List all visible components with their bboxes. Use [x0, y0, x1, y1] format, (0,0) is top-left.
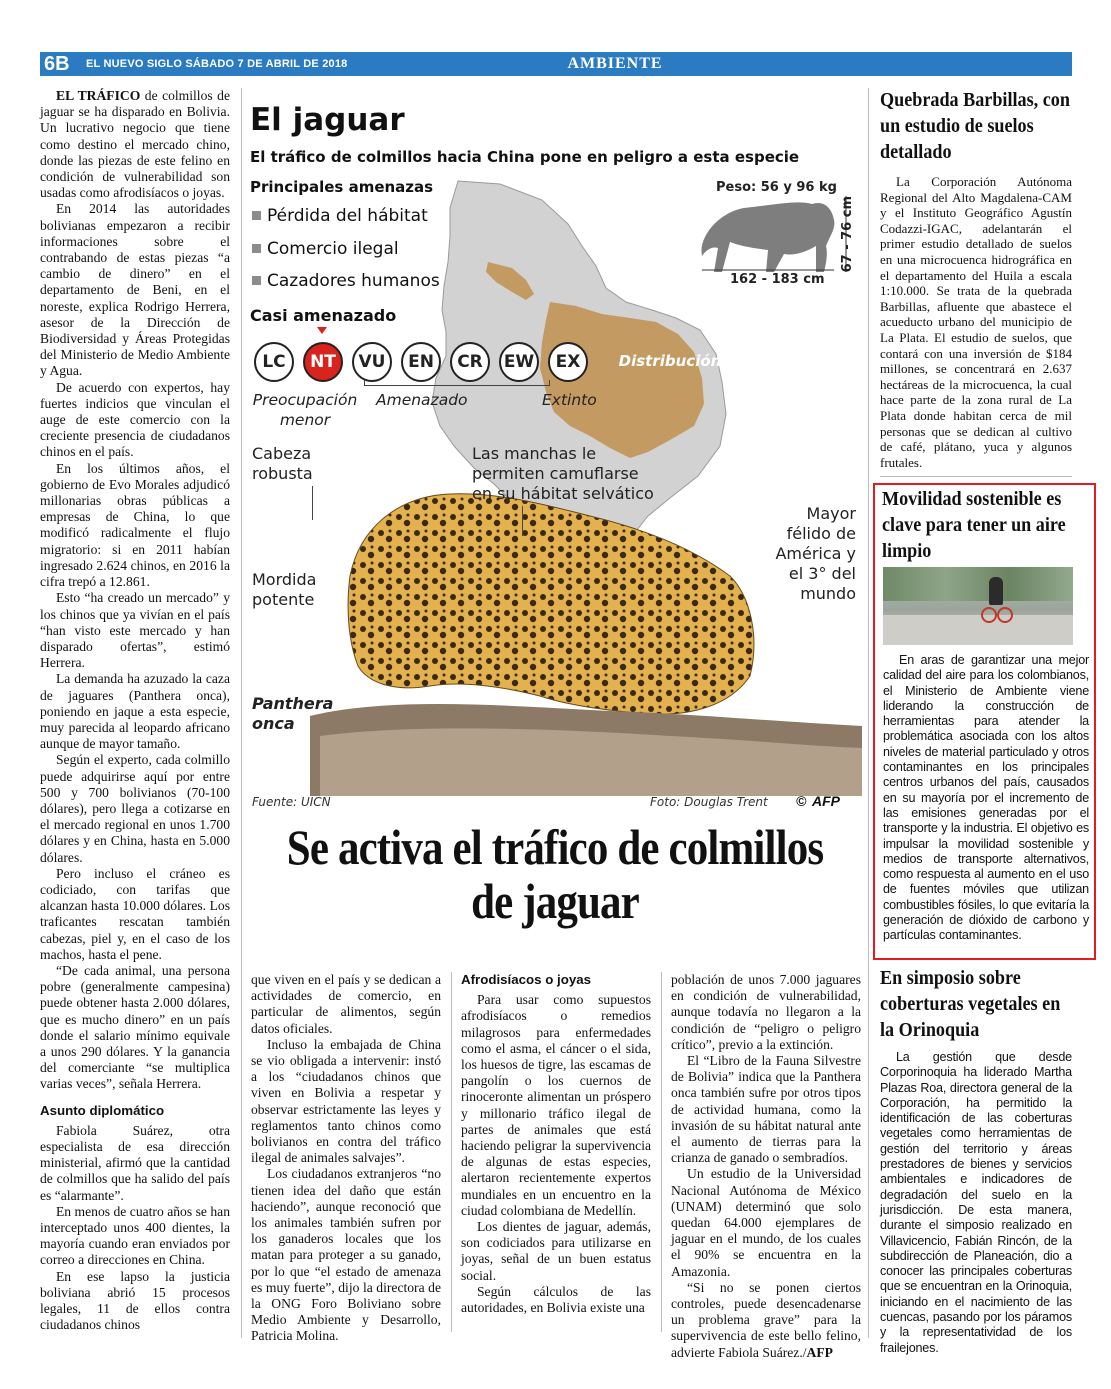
status-circle-cr: CR [450, 342, 490, 382]
label-felid: Mayor félido de América y el 3° del mundo [775, 504, 856, 603]
main-headline: Se activa el tráfico de colmillos de jaguar [286, 819, 824, 929]
status-pointer-icon [317, 327, 327, 334]
threat-label: Pérdida del hábitat [267, 206, 428, 226]
side-story-title: Movilidad sostenible es clave para tener un aire limpio [882, 489, 1066, 562]
article-column-2 [251, 972, 441, 1345]
photo-credit: Foto: Douglas Trent [650, 795, 768, 809]
side-story-title: En simposio sobre coberturas vegetales en la Orinoquia [880, 968, 1061, 1041]
length-label: 162 - 183 cm [730, 272, 825, 287]
cyclist-figure [989, 577, 1003, 605]
leader-line [522, 506, 523, 536]
article-paragraph: de colmillos de jaguar se ha disparado en Bolivia. Un lucrativo negocio que tiene como destino el mercado chino, donde las piezas de este felino en condición de vulnerabilidad son usadas como afrodisíacos o joyas. [40, 88, 230, 201]
section-divider [880, 476, 1072, 477]
threats-title: Principales amenazas [250, 178, 434, 196]
bullet-icon [252, 276, 261, 285]
source-credit: Fuente: UICN [252, 795, 331, 809]
article-paragraph: Los ciudadanos extranjeros “no tienen idea del daño que están haciendo”, aunque reconoció que los animales también sufren por los ganaderos locales que los matan para proteger a su ganado, por lo que “el estado de amenaza es muy fuerte”, dijo la directora de la ONG Foro Boliviano sobre Medio Ambiente y Desarrollo, Patricia Molina. [251, 1166, 441, 1344]
article-paragraph: En menos de cuatro años se han interceptado unos 400 dientes, la mayoría cuando eran enviados por correo a direcciones en China. [40, 1203, 230, 1268]
article-paragraph: El “Libro de la Fauna Silvestre de Bolivia” indica que la Panthera onca también sufre por otros tipos de actividad humana, como la invasión de su hábitat natural ante el aumento de tierras para la crianza de ganado o sembradíos. [671, 1053, 861, 1166]
threat-item [252, 271, 440, 291]
threat-label: Cazadores humanos [267, 271, 440, 291]
status-circle-ew: EW [499, 342, 539, 382]
side-story-title: Quebrada Barbillas, con un estudio de suelos detallado [880, 90, 1070, 163]
article-paragraph: Los dientes de jaguar, además, son codiciados para utilizarse en joyas, señal de un buen estatus social. [461, 1219, 651, 1283]
article-paragraph: De acuerdo con expertos, hay fuertes indicios que vinculan el auge de este comercio con la creciente presencia de ciudadanos chinos en el país. [40, 379, 230, 460]
label-threatened: Amenazado [376, 391, 468, 409]
article-text: “Si no se ponen ciertos controles, puede desencadenarse un problema grave” para la supervivencia de este bello felino, advierte Fabiola Suárez./ [671, 1279, 861, 1360]
height-label: 67 - 76 cm [840, 196, 855, 273]
threat-label: Comercio ilegal [267, 239, 399, 259]
jaguar-photo [348, 494, 754, 714]
article-paragraph: La demanda ha azuzado la caza de jaguares (Panthera onca), poniendo en jaque a esta especie, muy parecida al leopardo africano aunque de mayor tamaño. [40, 671, 230, 752]
column-rule [661, 972, 662, 1332]
distribution-label: Distribución [618, 352, 722, 370]
status-circle-lc: LC [254, 342, 294, 382]
status-circle-ex: EX [548, 342, 588, 382]
status-title: Casi amenazado [250, 306, 397, 325]
section-name: AMBIENTE [567, 55, 663, 72]
article-paragraph: que viven en el país y se dedican a actividades de comercio, en particular de alimentos, según datos oficiales. [251, 972, 441, 1036]
road [883, 615, 1073, 645]
threatened-bracket [364, 380, 550, 386]
side-story-movilidad [873, 483, 1096, 960]
article-paragraph: En ese lapso la justicia boliviana abrió 15 procesos legales, 11 de ellos contra ciudadanos chinos [40, 1268, 230, 1333]
label-extinct: Extinto [542, 391, 597, 409]
side-story-orinoquia [880, 966, 1072, 1356]
side-story-body: La Corporación Autónoma Regional del Alto Magdalena-CAM y el Instituto Geográfico Agustín Codazzi-IGAC, adelantarán el primer estudio detallado de suelos en una microcuenca hidrográfica en el departamento del Huila a escala 1:10.000. Se trata de la quebrada Barbillas, afluente que abastece el acueducto urbano del municipio de La Plata. El estudio de suelos, que contará con una inversión de $184 millones, se concentrará en 2.637 hectáreas de la microcuenca, la cual hace parte de la zona rural de La Plata donde habitan cerca de mil personas que se dedican al cultivo de café, plátano, yuca y algunos frutales. [880, 174, 1072, 470]
infographic-subtitle: El tráfico de colmillos hacia China pone en peligro a esta especie [250, 148, 800, 166]
weight-label: Peso: 56 y 96 kg [716, 180, 837, 195]
article-paragraph: Para usar como supuestos afrodisíacos o remedios milagrosos para enfermedades como el asma, el cáncer o el sida, los huesos de tigre, las escamas de pangolín o los cuernos de rinoceronte alimentan un próspero y millonario tráfico ilegal de partes de animales que está haciendo peligrar la supervivencia de algunas de estas especies, alertaron recientemente expertos mundiales en un encuentro en la ciudad colombiana de Medellín. [461, 992, 651, 1218]
jaguar-silhouette [702, 202, 835, 272]
page-header [40, 52, 1072, 76]
species-name: Panthera onca [252, 694, 334, 733]
status-circle-nt: NT [303, 342, 343, 382]
article-column-3 [461, 972, 651, 1316]
afp-logo: AFP [812, 793, 840, 809]
article-paragraph: Esto “ha creado un mercado” y los chinos que ya vivían en el país “han visto este mercado y han disparado ofertas”, estimó Herrera. [40, 590, 230, 671]
cyclist-photo [883, 567, 1073, 645]
side-story-barbillas [880, 88, 1072, 470]
status-circle-vu: VU [352, 342, 392, 382]
article-lead: EL TRÁFICO [56, 88, 141, 103]
column-rule [451, 972, 452, 1332]
article-column-1 [40, 88, 230, 1333]
article-paragraph: En 2014 las autoridades bolivianas empezaron a recibir informaciones sobre el contrabando de estas piezas “a cambio de dinero” en el departamento de Beni, en el noreste, explica Rodrigo Herrera, asesor de la Dirección de Biodiversidad y Áreas Protegidas del Ministerio de Medio Ambiente y Agua. [40, 201, 230, 379]
header-info: EL NUEVO SIGLO SÁBADO 7 DE ABRIL DE 2018 [86, 58, 348, 70]
page-number: 6B [44, 53, 70, 75]
threat-item [252, 239, 399, 259]
article-paragraph: Un estudio de la Universidad Nacional Autónoma de México (UNAM) determinó que solo quedan 64.000 ejemplares de jaguar en el mundo, de los cuales el 90% se encuentra en la Amazonia. [671, 1166, 861, 1279]
threat-item [252, 206, 428, 226]
bullet-icon [252, 211, 261, 220]
bullet-icon [252, 244, 261, 253]
article-paragraph: población de unos 7.000 jaguares en condición de vulnerabilidad, aunque todavía no llegaron a la condición de “peligro o peligro crítico”, previo a la extinción. [671, 972, 861, 1052]
label-head: Cabeza robusta [252, 444, 313, 483]
label-low-concern: Preocupación menor [252, 391, 358, 429]
trees [883, 567, 1073, 601]
label-spots: Las manchas le permiten camuflarse en su hábitat selvático [472, 444, 654, 503]
jaguar-infographic [250, 96, 862, 816]
article-paragraph: Según cálculos de las autoridades, en Bolivia existe una [461, 1283, 651, 1316]
leader-line [312, 486, 313, 520]
article-subheading: Asunto diplomático [40, 1102, 165, 1118]
article-paragraph: Pero incluso el cráneo es codiciado, con tarifas que alcanzan hasta 10.000 dólares. Los traficantes rescatan también cabezas, piel y, en el caso de los machos, hasta el pene. [40, 865, 230, 962]
article-paragraph: Incluso la embajada de China se vio obligada a intervenir: instó a los “ciudadanos chinos que viven en Bolivia a respetar y observar estrictamente las leyes y reglamentos tanto chinos como bolivianos en contra del tráfico ilegal de animales salvajes”. [251, 1036, 441, 1166]
article-paragraph: Fabiola Suárez, otra especialista de esa dirección ministerial, afirmó que la cantidad de colmillos que ha salido del país es “alarmante”. [40, 1122, 230, 1203]
article-signature: AFP [806, 1344, 833, 1360]
infographic-title: El jaguar [250, 102, 405, 138]
column-rule [241, 88, 242, 1338]
bicycle-wheel [997, 607, 1013, 623]
side-story-body: La gestión que desde Corporinoquia ha liderado Martha Plazas Roa, directora general de la Corporación, ha permitido la identificación de las coberturas vegetales como herramientas de gestión del territorio y áreas prestadores de bienes y servicios ambientales e indicadores de degradación del suelo en la jurisdicción. De esta manera, durante el simposio realizado en Villavicencio, Fabián Rincón, de la subdirección de Planeación, dio a conocer las principales coberturas que se encuentran en la Orinoquia, iniciando en el nacimiento de las cuencas, pasando por los páramos y la representatividad de los frailejones. [880, 1050, 1072, 1355]
column-rule [868, 88, 869, 1338]
article-subheading: Afrodisíacos o joyas [461, 972, 592, 987]
article-paragraph [671, 1280, 861, 1361]
article-paragraph: Según el experto, cada colmillo puede adquirirse aquí por entre 500 y 700 bolivianos (70-100 dólares), pero llega a cotizarse en el mercado regional en unos 1.700 dólares y en China, hasta en 5.000 dólares. [40, 752, 230, 865]
side-story-body: En aras de garantizar una mejor calidad del aire para los colombianos, el Ministerio de Ambiente viene liderando la construcción de herramientas para atender la problemática asociada con los altos niveles de material particulado y otros contaminantes en los principales centros urbanos del país, causados en su mayoría por el incremento de las emisiones generadas por el transporte y la industria. El objetivo es impulsar la movilidad sostenible y medios de transporte alternativos, como respuesta al aumento en el uso de fuentes móviles que utilizan combustibles fósiles, lo que evitaría la generación de dióxido de carbono y partículas contaminantes. [883, 653, 1089, 943]
article-column-4 [671, 972, 861, 1361]
copyright-mark: © [796, 793, 807, 809]
label-bite: Mordida potente [252, 570, 317, 609]
article-paragraph: “De cada animal, una persona pobre (generalmente campesina) puede obtener hasta 2.000 dólares, que es mucho dinero” en un país donde el salario mínimo equivale a unos 290 dólares. Y la ganancia del comerciante “se multiplica varias veces”, señala Herrera. [40, 962, 230, 1092]
article-paragraph: En los últimos años, el gobierno de Evo Morales adjudicó millonarias obras públicas a empresas de China, lo que modificó radicalmente el flujo migratorio: si en 2011 habían ingresado 2.624 chinos, en 2016 la cifra trepó a 12.861. [40, 460, 230, 590]
bicycle-wheel [981, 607, 997, 623]
status-circle-en: EN [401, 342, 441, 382]
